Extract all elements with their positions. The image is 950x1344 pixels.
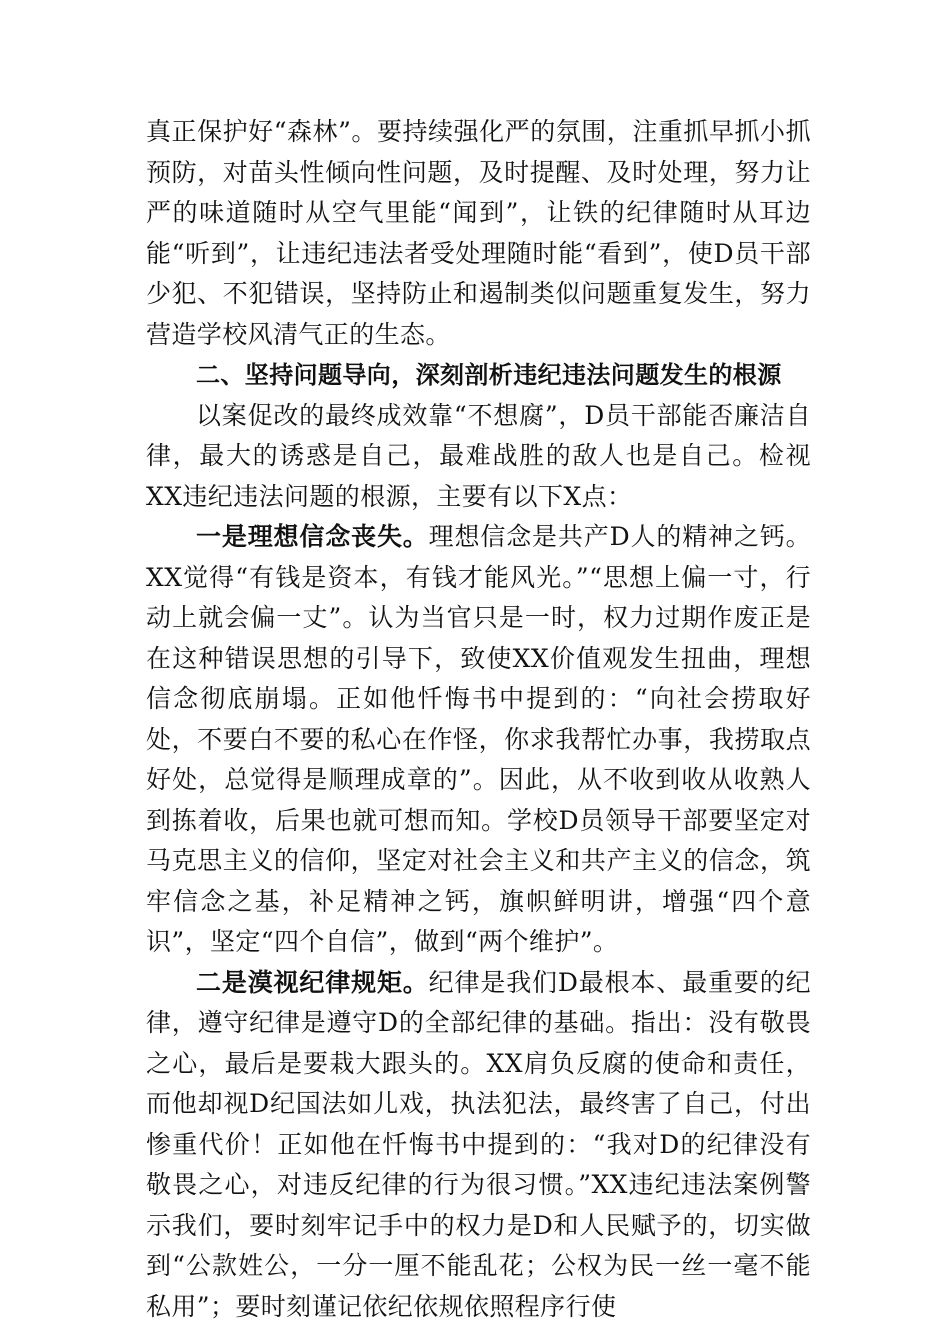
paragraph-point-one [146, 517, 811, 963]
paragraph-text: 纪律是我们D最根本、最重要的纪律，遵守纪律是遵守D的全部纪律的基础。指出：没有敬畏之心，最后是要栽大跟头的。XX肩负反腐的使命和责任，而他却视D纪国法如儿戏，执法犯法，最终害了自己，付出惨重代价！正如他在忏悔书中提到的：“我对D的纪律没有敬畏之心，对违反纪律的行为很习惯。”XX违纪违法案例警示我们，要时刻牢记手中的权力是D和人民赋予的，切实做到“公款姓公，一分一厘不能乱花；公权为民一丝一毫不能私用”；要时刻谨记依纪依规依照程序行使 [146, 967, 811, 1321]
paragraph-continuation [146, 112, 811, 355]
paragraph-point-two [146, 963, 811, 1328]
paragraph-text: 以案促改的最终成效靠“不想腐”，D员干部能否廉洁自律，最大的诱惑是自己，最难战胜的敌人也是自己。检视XX违纪违法问题的根源，主要有以下X点： [146, 400, 811, 511]
paragraph-text: 真正保护好“森林”。要持续强化严的氛围，注重抓早抓小抓预防，对苗头性倾向性问题，及时提醒、及时处理，努力让严的味道随时从空气里能“闻到”，让铁的纪律随时从耳边能“听到”，让违纪违法者受处理随时能“看到”，使D员干部少犯、不犯错误，坚持防止和遏制类似问题重复发生，努力营造学校风清气正的生态。 [146, 117, 811, 349]
paragraph-text: 理想信念是共产D人的精神之钙。XX觉得“有钱是资本，有钱才能风光。”“思想上偏一寸，行动上就会偏一丈”。认为当官只是一时，权力过期作废正是在这种错误思想的引导下，致使XX价值观发生扭曲，理想信念彻底崩塌。正如他忏悔书中提到的：“向社会捞取好处，不要白不要的私心在作怪，你求我帮忙办事，我捞取点好处，总觉得是顺理成章的”。因此，从不收到收从收熟人到拣着收，后果也就可想而知。学校D员领导干部要坚定对马克思主义的信仰，坚定对社会主义和共产主义的信念，筑牢信念之基，补足精神之钙，旗帜鲜明讲，增强“四个意识”，坚定“四个自信”，做到“两个维护”。 [146, 522, 811, 956]
section-heading [146, 355, 811, 396]
section-heading-text: 二、坚持问题导向，深刻剖析违纪违法问题发生的根源 [196, 361, 782, 389]
point-lead-text: 二是漠视纪律规矩。 [196, 967, 429, 997]
paragraph-intro [146, 396, 811, 518]
document-body [146, 112, 811, 1327]
point-lead-text: 一是理想信念丧失。 [196, 522, 429, 551]
